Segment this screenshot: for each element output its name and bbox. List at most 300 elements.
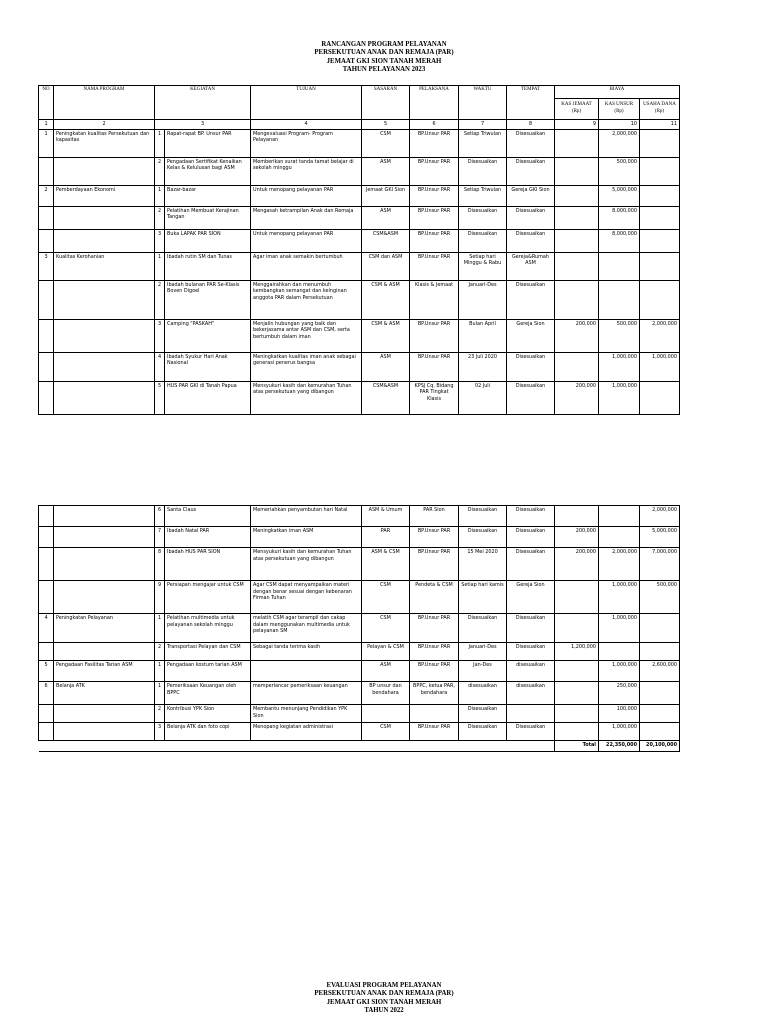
cell-ud: 5,000,000 — [640, 527, 680, 548]
cell-waktu: Disesuaikan — [459, 527, 507, 548]
cell-ud: 2,600,000 — [640, 661, 680, 682]
cell-sub: 5 — [155, 381, 165, 414]
cell-ku: 250,000 — [599, 682, 640, 705]
cell-kegiatan: Transportasi Pelayan dan CSM — [165, 643, 251, 661]
program-table-page-2 — [38, 505, 680, 752]
cell-sub: 1 — [155, 252, 165, 280]
cell-no — [39, 506, 54, 527]
cell-ud — [640, 229, 680, 252]
cell-sub: 6 — [155, 506, 165, 527]
cell-sub: 3 — [155, 319, 165, 352]
footer-line-3: JEMAAT GKI SION TANAH MERAH — [326, 998, 442, 1006]
cell-sasaran: ASM — [362, 352, 410, 381]
cell-tujuan: Memeriahkan penyambutan hari Natal — [251, 506, 362, 527]
cell-kj — [555, 614, 599, 643]
cell-sub: 1 — [155, 185, 165, 206]
cell-kegiatan: Pelatihan multimedia untuk pelayanan sekolah minggu — [165, 614, 251, 643]
col-kas-jemaat: KAS JEMAAT (Rp) — [555, 99, 599, 120]
cell-tempat: Gereja Sion — [507, 581, 555, 614]
total-usaha-dana: 20,100,000 — [640, 741, 680, 752]
cell-sasaran: CSM dan ASM — [362, 252, 410, 280]
cell-no: 4 — [39, 614, 54, 643]
cell-waktu: Disesuaikan — [459, 157, 507, 185]
cell-kj — [555, 206, 599, 229]
cell-waktu: Januari-Des — [459, 643, 507, 661]
cell-sub: 2 — [155, 157, 165, 185]
title-line-1: RANCANGAN PROGRAM PELAYANAN — [321, 41, 447, 48]
cell-pelaksana: Klasis & Jemaat — [410, 280, 459, 319]
colnum: 9 — [555, 120, 599, 130]
cell-pelaksana: BP.Unsur PAR — [410, 157, 459, 185]
cell-ku: 2,000,000 — [599, 129, 640, 157]
cell-sub: 3 — [155, 723, 165, 741]
cell-no — [39, 381, 54, 414]
colnum: 1 — [39, 120, 54, 130]
cell-kj — [555, 185, 599, 206]
cell-kegiatan: Belanja ATK dan foto copi — [165, 723, 251, 741]
cell-nama — [54, 705, 155, 723]
cell-no: 6 — [39, 682, 54, 705]
cell-nama — [54, 381, 155, 414]
table-row — [39, 661, 680, 682]
cell-nama — [54, 723, 155, 741]
cell-tujuan: melatih CSM agar terampil dan cakap dalam menggunakan multimedia untuk pelayanan SM — [251, 614, 362, 643]
cell-tempat: Disesuaikan — [507, 352, 555, 381]
cell-tempat: Disesuaikan — [507, 506, 555, 527]
cell-ku: 1,000,000 — [599, 661, 640, 682]
column-number-row — [39, 120, 680, 130]
cell-ud — [640, 723, 680, 741]
header-row — [39, 86, 680, 99]
table-row — [39, 682, 680, 705]
cell-ud — [640, 643, 680, 661]
cell-tempat: Disesuaikan — [507, 280, 555, 319]
cell-ku: 1,000,000 — [599, 352, 640, 381]
cell-waktu: Disesuaikan — [459, 614, 507, 643]
cell-ud: 7,000,000 — [640, 548, 680, 581]
table-row — [39, 381, 680, 414]
cell-nama — [54, 319, 155, 352]
cell-kegiatan: Bazar-bazar — [165, 185, 251, 206]
cell-tujuan: Menjalin hubungan yang baik dan bekerjasama antar ASM dan CSM, serta bertumbuh dalam iman — [251, 319, 362, 352]
cell-no — [39, 280, 54, 319]
cell-sub: 1 — [155, 682, 165, 705]
cell-sub: 4 — [155, 352, 165, 381]
cell-ud — [640, 185, 680, 206]
cell-tujuan: memperlancar pemeriksaan keuangan — [251, 682, 362, 705]
cell-ku: 1,000,000 — [599, 381, 640, 414]
cell-kj — [555, 352, 599, 381]
cell-sasaran: BP unsur dan bendahara — [362, 682, 410, 705]
cell-sasaran: ASM — [362, 206, 410, 229]
col-waktu: WAKTU — [459, 86, 507, 120]
cell-kegiatan: Rapat-rapat BP. Unsur PAR — [165, 129, 251, 157]
cell-nama: Peningkatan Pelayanan — [54, 614, 155, 643]
cell-nama — [54, 643, 155, 661]
cell-no — [39, 319, 54, 352]
cell-waktu: Bulan April — [459, 319, 507, 352]
cell-kj — [555, 661, 599, 682]
cell-waktu: Januari-Des — [459, 280, 507, 319]
cell-no — [39, 229, 54, 252]
cell-tujuan: Memberikan surat tanda tamat belajar di sekolah minggu — [251, 157, 362, 185]
cell-pelaksana: BP.Unsur PAR — [410, 643, 459, 661]
cell-ku — [599, 280, 640, 319]
total-kas-unsur: 22,350,000 — [599, 741, 640, 752]
cell-ku — [599, 252, 640, 280]
cell-pelaksana: BP.Unsur PAR — [410, 661, 459, 682]
cell-tujuan: Menopang kegiatan administrasi — [251, 723, 362, 741]
table-row — [39, 252, 680, 280]
cell-kj — [555, 506, 599, 527]
table-row — [39, 581, 680, 614]
cell-ud: 2,000,000 — [640, 506, 680, 527]
document-title — [0, 41, 768, 75]
cell-ku: 500,000 — [599, 319, 640, 352]
cell-ud — [640, 157, 680, 185]
cell-pelaksana: BP.Unsur PAR — [410, 614, 459, 643]
cell-waktu: Disesuaikan — [459, 229, 507, 252]
cell-kj — [555, 280, 599, 319]
cell-kegiatan: Ibadah Syukur Hari Anak Nasional — [165, 352, 251, 381]
table-row — [39, 614, 680, 643]
title-line-4: TAHUN PELAYANAN 2023 — [342, 66, 426, 74]
cell-pelaksana: BP.Unsur PAR — [410, 548, 459, 581]
cell-ud: 2,000,000 — [640, 319, 680, 352]
cell-tempat: Disesuaikan — [507, 157, 555, 185]
cell-tempat: Disesuaikan — [507, 381, 555, 414]
table-row — [39, 319, 680, 352]
cell-ud — [640, 280, 680, 319]
col-nama-program: NAMA PROGRAM — [54, 86, 155, 120]
cell-no: 1 — [39, 129, 54, 157]
cell-tempat: Gereja GKI Sion — [507, 185, 555, 206]
cell-sub: 1 — [155, 614, 165, 643]
cell-ku: 500,000 — [599, 157, 640, 185]
cell-sasaran: CSM&ASM — [362, 229, 410, 252]
cell-pelaksana: BP.Unsur PAR — [410, 229, 459, 252]
cell-waktu: Jan-Des — [459, 661, 507, 682]
cell-waktu: Setiap hari kamis — [459, 581, 507, 614]
cell-sub: 2 — [155, 705, 165, 723]
cell-kegiatan: Pengadaan kostum tarian ASM — [165, 661, 251, 682]
cell-sasaran: CSM&ASM — [362, 381, 410, 414]
cell-kegiatan: Persiapan mengajar untuk CSM — [165, 581, 251, 614]
cell-kegiatan: Ibadah bulanan PAR Se-Klasis Boven Digoel — [165, 280, 251, 319]
total-label: Total — [555, 741, 599, 752]
cell-pelaksana: BP.Unsur PAR — [410, 185, 459, 206]
cell-pelaksana: Pendeta & CSM — [410, 581, 459, 614]
cell-tujuan: Membantu menunjang Pendidikan YPK Sion — [251, 705, 362, 723]
footer-line-1: EVALUASI PROGRAM PELAYANAN — [326, 982, 442, 989]
cell-sasaran: CSM & ASM — [362, 280, 410, 319]
table-row — [39, 643, 680, 661]
cell-tujuan: Meningkatkan kualitas iman anak sebagai generasi penerus bangsa — [251, 352, 362, 381]
table-row — [39, 206, 680, 229]
title-line-3: JEMAAT GKI SION TANAH MERAH — [326, 57, 442, 65]
table-row — [39, 280, 680, 319]
total-row — [39, 741, 680, 752]
cell-waktu: Disesuaikan — [459, 206, 507, 229]
cell-ku: 100,000 — [599, 705, 640, 723]
cell-nama — [54, 280, 155, 319]
cell-nama — [54, 206, 155, 229]
cell-nama: Pengadaan Fasilitas Tarian ASM — [54, 661, 155, 682]
cell-tujuan: Meningkatkan iman ASM — [251, 527, 362, 548]
cell-tujuan: Sebagai tanda terima kasih — [251, 643, 362, 661]
cell-ud — [640, 129, 680, 157]
colnum: 4 — [251, 120, 362, 130]
cell-tempat: Disesuaikan — [507, 614, 555, 643]
cell-waktu: Setiap hari Minggu & Rabu — [459, 252, 507, 280]
cell-tujuan: Mensyukuri kasih dan kemurahan Tuhan atas persekutuan yang dibangun — [251, 548, 362, 581]
cell-tempat — [507, 705, 555, 723]
program-table-page-1 — [38, 85, 680, 415]
colnum: 6 — [410, 120, 459, 130]
cell-ku: 2,000,000 — [599, 548, 640, 581]
cell-pelaksana: BPPC, ketua PAR, bendahara — [410, 682, 459, 705]
cell-no: 3 — [39, 252, 54, 280]
cell-no — [39, 206, 54, 229]
cell-tempat: Gereja&Rumah ASM — [507, 252, 555, 280]
title-line-2: PERSEKUTUAN ANAK DAN REMAJA (PAR) — [314, 49, 454, 57]
cell-no: 2 — [39, 185, 54, 206]
table-row — [39, 129, 680, 157]
cell-sasaran: CSM — [362, 723, 410, 741]
cell-tujuan — [251, 661, 362, 682]
cell-waktu: 23 Juli 2020 — [459, 352, 507, 381]
cell-ud — [640, 705, 680, 723]
cell-kj — [555, 682, 599, 705]
cell-waktu: Disesuaikan — [459, 506, 507, 527]
cell-tempat: Disesuaikan — [507, 229, 555, 252]
cell-ud — [640, 614, 680, 643]
cell-sasaran — [362, 705, 410, 723]
table-row — [39, 705, 680, 723]
cell-kegiatan: Kontribusi YPK Sion — [165, 705, 251, 723]
page-1-rows — [39, 129, 680, 414]
cell-pelaksana: BP.Unsur PAR — [410, 352, 459, 381]
cell-tempat: Disesuaikan — [507, 643, 555, 661]
cell-tempat: Disesuaikan — [507, 527, 555, 548]
cell-kegiatan: Pelatihan Membuat Kerajinan Tangan — [165, 206, 251, 229]
cell-kj: 1,200,000 — [555, 643, 599, 661]
cell-ku: 1,000,000 — [599, 614, 640, 643]
cell-ku — [599, 506, 640, 527]
col-kegiatan: KEGIATAN — [155, 86, 251, 120]
cell-nama — [54, 506, 155, 527]
cell-sasaran: CSM — [362, 581, 410, 614]
cell-nama: Kualitas Kerohanian — [54, 252, 155, 280]
cell-tempat: Disesuaikan — [507, 206, 555, 229]
cell-sasaran: ASM & CSM — [362, 548, 410, 581]
cell-kegiatan: Ibadah rutin SM dan Tunas — [165, 252, 251, 280]
cell-kj: 200,000 — [555, 527, 599, 548]
cell-tujuan: Agar iman anak semakin bertumbuh — [251, 252, 362, 280]
cell-nama: Pemberdayaan Ekonomi — [54, 185, 155, 206]
cell-tempat: disesuaikan — [507, 682, 555, 705]
cell-kj: 200,000 — [555, 381, 599, 414]
cell-no — [39, 352, 54, 381]
cell-sub: 2 — [155, 280, 165, 319]
cell-ku — [599, 643, 640, 661]
colnum: 2 — [54, 120, 155, 130]
cell-ud: 500,000 — [640, 581, 680, 614]
cell-sub: 8 — [155, 548, 165, 581]
col-tujuan: TUJUAN — [251, 86, 362, 120]
cell-sub: 3 — [155, 229, 165, 252]
cell-kj — [555, 252, 599, 280]
col-tempat: TEMPAT — [507, 86, 555, 120]
cell-tempat: Gereja Sion — [507, 319, 555, 352]
cell-kegiatan: Santa Claus — [165, 506, 251, 527]
cell-pelaksana: BP.Unsur PAR — [410, 723, 459, 741]
cell-ud — [640, 381, 680, 414]
footer-line-4: TAHUN 2022 — [364, 1007, 404, 1015]
cell-tujuan: Agar CSM dapat menyampaikan materi dengan benar sesuai dengan kebenaran Firman Tuhan — [251, 581, 362, 614]
col-sasaran: SASARAN — [362, 86, 410, 120]
cell-no — [39, 548, 54, 581]
cell-sub: 2 — [155, 206, 165, 229]
colnum: 5 — [362, 120, 410, 130]
cell-nama — [54, 229, 155, 252]
cell-pelaksana: BP.Unsur PAR — [410, 252, 459, 280]
cell-no — [39, 723, 54, 741]
cell-waktu: Disesuaikan — [459, 705, 507, 723]
colnum: 7 — [459, 120, 507, 130]
cell-sub: 1 — [155, 661, 165, 682]
cell-tujuan: Mensyukuri kasih dan kemurahan Tuhan atas persekutuan yang dibangun — [251, 381, 362, 414]
col-kas-unsur: KAS UNSUR (Rp) — [599, 99, 640, 120]
cell-tujuan: Untuk menopang pelayanan PAR — [251, 229, 362, 252]
cell-kegiatan: Ibadah HUS PAR SION — [165, 548, 251, 581]
col-no: NO — [39, 86, 54, 120]
cell-kegiatan: Pemeriksaan Keuangan oleh BPPC — [165, 682, 251, 705]
cell-waktu: 02 Juli — [459, 381, 507, 414]
cell-pelaksana: KPSJ Cq. Bidang PAR Tingkat Klasis — [410, 381, 459, 414]
table-row — [39, 548, 680, 581]
table-row — [39, 229, 680, 252]
cell-nama — [54, 157, 155, 185]
cell-tempat: Disesuaikan — [507, 129, 555, 157]
cell-ku: 1,000,000 — [599, 581, 640, 614]
cell-ku: 8,000,000 — [599, 229, 640, 252]
cell-nama: Peningkatan kualitas Persekutuan dan kapasitas — [54, 129, 155, 157]
cell-waktu: Setiap Triwulan — [459, 129, 507, 157]
cell-kj — [555, 129, 599, 157]
cell-waktu: disesuaikan — [459, 682, 507, 705]
cell-ku — [599, 527, 640, 548]
cell-kegiatan: Pengadaan Sertifikat Kenaikan Kelas & Kelulusan bagi ASM — [165, 157, 251, 185]
cell-ud — [640, 252, 680, 280]
cell-tempat: disesuaikan — [507, 661, 555, 682]
cell-pelaksana: BP.Unsur PAR — [410, 527, 459, 548]
cell-sub: 9 — [155, 581, 165, 614]
cell-nama — [54, 581, 155, 614]
col-biaya: BIAYA — [555, 86, 680, 99]
cell-pelaksana: BP.Unsur PAR — [410, 206, 459, 229]
cell-no: 5 — [39, 661, 54, 682]
cell-kegiatan: Ibadah Natal PAR — [165, 527, 251, 548]
cell-kj — [555, 157, 599, 185]
cell-sasaran: CSM — [362, 129, 410, 157]
cell-ku: 8,000,000 — [599, 206, 640, 229]
cell-nama: Belanja ATK — [54, 682, 155, 705]
table-row — [39, 723, 680, 741]
table-row — [39, 185, 680, 206]
cell-kj — [555, 581, 599, 614]
cell-tujuan: Mengevaluasi Program- Program Pelayanan — [251, 129, 362, 157]
cell-ud — [640, 206, 680, 229]
cell-no — [39, 157, 54, 185]
cell-kj — [555, 723, 599, 741]
cell-ku: 1,000,000 — [599, 723, 640, 741]
cell-no — [39, 581, 54, 614]
cell-sasaran: ASM & Umum — [362, 506, 410, 527]
cell-sasaran: ASM — [362, 661, 410, 682]
cell-pelaksana: BP.Unsur PAR — [410, 319, 459, 352]
cell-sub: 2 — [155, 643, 165, 661]
col-usaha-dana: USAHA DANA (Rp) — [640, 99, 680, 120]
cell-waktu: 15 Mei 2020 — [459, 548, 507, 581]
cell-pelaksana — [410, 705, 459, 723]
cell-tujuan: Mengasah ketrampilan Anak dan Remaja — [251, 206, 362, 229]
cell-ud: 1,000,000 — [640, 352, 680, 381]
cell-sasaran: Pelayan & CSM — [362, 643, 410, 661]
table-row — [39, 506, 680, 527]
table-row — [39, 352, 680, 381]
cell-pelaksana: PAR Sion — [410, 506, 459, 527]
cell-tujuan: Menggairahkan dan menumbuh kembangkan semangat dan keinginan anggota PAR dalam Persekutuan — [251, 280, 362, 319]
cell-kj: 200,000 — [555, 548, 599, 581]
table-row — [39, 527, 680, 548]
cell-kegiatan: Camping "PASKAH" — [165, 319, 251, 352]
cell-sasaran: CSM & ASM — [362, 319, 410, 352]
cell-sub: 7 — [155, 527, 165, 548]
cell-nama — [54, 352, 155, 381]
cell-pelaksana: BP.Unsur PAR — [410, 129, 459, 157]
colnum: 8 — [507, 120, 555, 130]
cell-no — [39, 527, 54, 548]
cell-kj: 200,000 — [555, 319, 599, 352]
cell-sub: 1 — [155, 129, 165, 157]
cell-kegiatan: HUS PAR GKI di Tanah Papua — [165, 381, 251, 414]
table-row — [39, 157, 680, 185]
cell-tempat: Disesuaikan — [507, 548, 555, 581]
cell-tujuan: Untuk menopang pelayanan PAR — [251, 185, 362, 206]
page-2-rows — [39, 506, 680, 741]
cell-kegiatan: Buka LAPAK PAR SION — [165, 229, 251, 252]
cell-tempat: Disesuaikan — [507, 723, 555, 741]
colnum: 11 — [640, 120, 680, 130]
cell-sasaran: Jemaat GKI Sion — [362, 185, 410, 206]
cell-kj — [555, 705, 599, 723]
cell-no — [39, 643, 54, 661]
cell-ud — [640, 682, 680, 705]
cell-ku: 5,000,000 — [599, 185, 640, 206]
cell-no — [39, 705, 54, 723]
cell-waktu: Setiap Triwulan — [459, 185, 507, 206]
cell-kj — [555, 229, 599, 252]
cell-sasaran: CSM — [362, 614, 410, 643]
colnum: 3 — [155, 120, 251, 130]
footer-title — [0, 982, 768, 1016]
cell-nama — [54, 548, 155, 581]
colnum: 10 — [599, 120, 640, 130]
cell-sasaran: ASM — [362, 157, 410, 185]
cell-sasaran: PAR — [362, 527, 410, 548]
cell-waktu: Disesuaikan — [459, 723, 507, 741]
